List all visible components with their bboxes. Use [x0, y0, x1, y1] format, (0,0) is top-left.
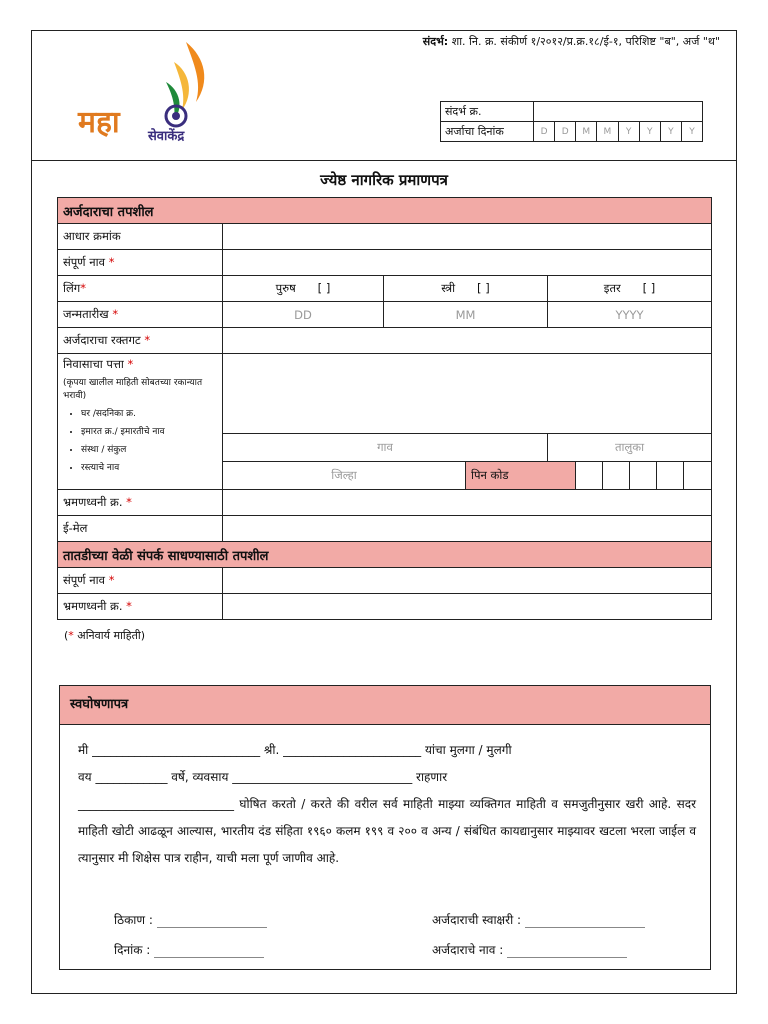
reference-table — [440, 101, 703, 142]
checkbox[interactable]: [ ] — [317, 281, 331, 295]
date-digit-field[interactable]: M — [597, 122, 618, 142]
address-items-list — [63, 405, 217, 477]
declaration-paragraph: __________________________ घोषित करतो / करते की वरील सर्व माहिती माझ्या व्यक्तिगत माहिती व समजुतीनुसार खरी आहे. सदर माहिती खोटी आढळून आल्यास, भारतीय दंड संहिता १९६० कलम १९९ व २०० व अन्य / संबंधित कायद्यानुसार माझ्यावर खटला भरला जाईल व त्यानुसार मी शिक्षेस पात्र राहीन, याची मला पूर्ण जाणीव आहे. — [78, 797, 696, 865]
date-digit-field[interactable]: D — [534, 122, 555, 142]
dob-month-field[interactable]: MM — [384, 302, 548, 328]
checkbox[interactable]: [ ] — [642, 281, 656, 295]
list-item: • संस्था / संकुल — [81, 441, 217, 459]
date-digit-field[interactable]: Y — [618, 122, 639, 142]
self-declaration-heading: स्वघोषणापत्र — [60, 686, 710, 725]
required-mark: * — [144, 333, 151, 347]
reference-text: शा. नि. क्र. संकीर्ण १/२०१२/प्र.क्र.१८/ई-१, परिशिष्ट "ब", अर्ज "थ" — [448, 35, 720, 48]
date-field[interactable]: दिनांक : — [114, 941, 264, 958]
aadhaar-label: आधार क्रमांक — [58, 224, 223, 250]
blood-group-field[interactable] — [223, 328, 712, 354]
applicant-name-field[interactable]: अर्जदाराचे नाव : — [432, 941, 627, 958]
date-digit-field[interactable]: D — [555, 122, 576, 142]
pin-code-label: पिन कोड — [466, 462, 576, 490]
date-digit-field[interactable]: Y — [660, 122, 681, 142]
maha-seva-kendra-logo — [78, 42, 228, 154]
required-mark: * — [126, 495, 132, 509]
gender-option-other[interactable]: इतर [ ] — [548, 276, 712, 302]
dob-day-field[interactable]: DD — [223, 302, 384, 328]
pin-digit-field[interactable] — [657, 462, 684, 490]
required-mark: * — [108, 255, 115, 269]
date-digit-field[interactable]: Y — [681, 122, 702, 142]
declaration-line: वय ____________ वर्षे, व्यवसाय ______________________________ राहणार — [78, 770, 448, 784]
mobile-label: भ्रमणध्वनी क्र. * — [58, 490, 223, 516]
dob-label: जन्मतारीख * — [58, 302, 223, 328]
full-name-label: संपूर्ण नाव * — [58, 250, 223, 276]
application-date-label: अर्जाचा दिनांक — [441, 122, 534, 142]
signature-field[interactable]: अर्जदाराची स्वाक्षरी : — [432, 911, 645, 928]
required-mark: * — [126, 599, 132, 613]
address-hint: (कृपया खालील माहिती सोबतच्या रकान्यात भरावी) — [63, 378, 203, 401]
required-mark: * — [68, 629, 74, 642]
checkbox[interactable]: [ ] — [477, 281, 490, 295]
email-field[interactable] — [223, 516, 712, 542]
reference-label: संदर्भ: — [422, 35, 449, 48]
pin-digit-field[interactable] — [684, 462, 712, 490]
applicant-details-heading: अर्जदाराचा तपशील — [58, 198, 712, 224]
emergency-mobile-label: भ्रमणध्वनी क्र. * — [58, 594, 223, 620]
logo-subtext: सेवाकेंद्र — [148, 129, 185, 144]
mandatory-note: (* अनिवार्य माहिती) — [64, 629, 146, 642]
declaration-text — [60, 725, 710, 872]
district-field[interactable]: जिल्हा — [223, 462, 466, 490]
logo-text: महा — [78, 105, 120, 140]
date-digit-field[interactable]: M — [576, 122, 597, 142]
document-title: ज्येष्ठ नागरिक प्रमाणपत्र — [320, 171, 448, 189]
reference-line — [300, 34, 720, 49]
mobile-field[interactable] — [223, 490, 712, 516]
reference-number-label: संदर्भ क्र. — [441, 102, 534, 122]
list-item: • घर /सदनिका क्र. — [81, 405, 217, 423]
address-field[interactable] — [223, 354, 712, 434]
required-mark: * — [108, 573, 115, 587]
self-declaration-box — [59, 685, 711, 970]
pin-digit-field[interactable] — [576, 462, 603, 490]
address-label: निवासाचा पत्ता * (कृपया खालील माहिती सोबतच्या रकान्यात भरावी) • घर /सदनिका क्र. • इमारत क्र./ इमारतीचे नाव • संस्था / संकुल • रस्त्याचे नाव — [58, 354, 223, 490]
gender-label: लिंग* — [58, 276, 223, 302]
required-mark: * — [127, 357, 134, 371]
reference-number-field[interactable] — [534, 102, 703, 122]
email-label: ई-मेल — [58, 516, 223, 542]
emergency-contact-heading: तातडीच्या वेळी संपर्क साधण्यासाठी तपशील — [58, 542, 712, 568]
dob-year-field[interactable]: YYYY — [548, 302, 712, 328]
emergency-name-label: संपूर्ण नाव * — [58, 568, 223, 594]
village-field[interactable]: गाव — [223, 434, 548, 462]
pin-digit-field[interactable] — [603, 462, 630, 490]
header-divider — [31, 160, 737, 161]
emergency-mobile-field[interactable] — [223, 594, 712, 620]
declaration-line: मी ____________________________ श्री. _______________________ यांचा मुलगा / मुलगी — [78, 743, 512, 757]
list-item: • इमारत क्र./ इमारतीचे नाव — [81, 423, 217, 441]
full-name-field[interactable] — [223, 250, 712, 276]
applicant-form-table — [57, 197, 712, 620]
pin-digit-field[interactable] — [630, 462, 657, 490]
gender-option-female[interactable]: स्त्री [ ] — [384, 276, 548, 302]
blood-group-label: अर्जदाराचा रक्तगट * — [58, 328, 223, 354]
list-item: • रस्त्याचे नाव — [81, 459, 217, 477]
required-mark: * — [112, 307, 119, 321]
taluka-field[interactable]: तालुका — [548, 434, 712, 462]
date-digit-field[interactable]: Y — [639, 122, 660, 142]
aadhaar-field[interactable] — [223, 224, 712, 250]
place-field[interactable]: ठिकाण : — [114, 911, 267, 928]
emergency-name-field[interactable] — [223, 568, 712, 594]
required-mark: * — [80, 281, 86, 295]
gender-option-male[interactable]: पुरुष [ ] — [223, 276, 384, 302]
